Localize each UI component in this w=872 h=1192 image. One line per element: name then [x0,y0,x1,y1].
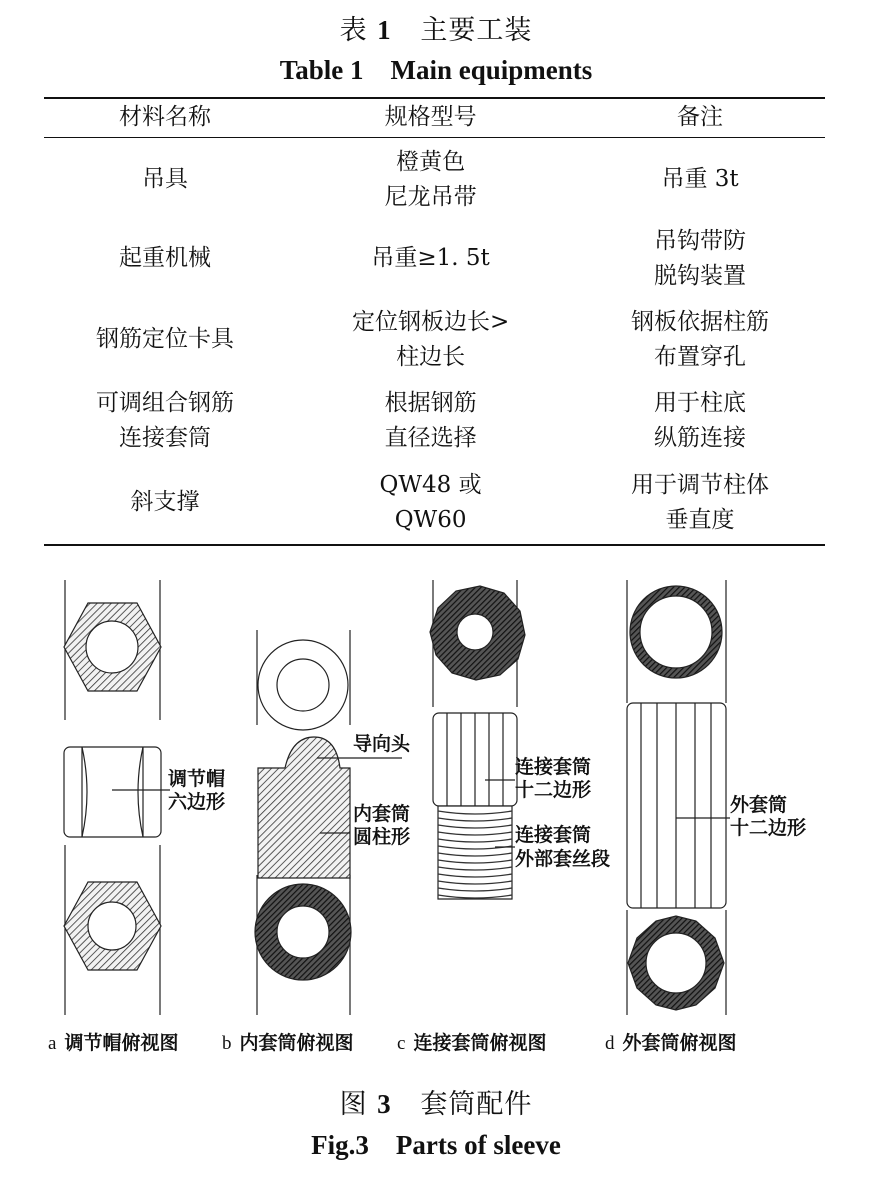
figure-caption-cn [0,1082,872,1121]
thread-segment [438,806,512,899]
cell-line: 吊钩带防 [654,227,747,254]
figure-caption-number: 3 [377,1089,392,1119]
connect-sleeve-drawing [430,580,525,899]
cell-line: 纵筋连接 [654,424,747,451]
label-outer-sleeve-2: 十二边形 [730,817,807,839]
cell-line: 尼龙吊带 [384,183,477,210]
subcaption-c-letter: c [397,1033,406,1054]
cell-remarks [575,137,825,218]
table-row [44,461,825,545]
label-adjust-cap-2: 六边形 [168,791,226,813]
header-remarks: 备注 [677,104,724,131]
label-guide-head: 导向头 [353,733,411,755]
cell-line: 钢筋定位卡具 [96,326,235,352]
cell-spec-model [286,461,575,545]
table-caption-title: 主要工装 [420,15,533,46]
header-spec-model: 规格型号 [384,104,477,131]
cell-line: 吊重 3t [661,166,739,193]
label-adjust-cap-1: 调节帽 [168,768,226,790]
label-inner-sleeve-1: 内套筒 [353,803,411,825]
cell-line: 连接套筒 [119,424,212,451]
label-connect-thread-2: 外部套丝段 [515,848,611,870]
cell-material-name [44,299,286,380]
cell-material-name [44,137,286,218]
figure-caption-en: Fig.3 Parts of sleeve [311,1130,561,1160]
subcaption-d-text: 外套筒俯视图 [622,1032,737,1054]
subcaption-a-letter: a [48,1033,57,1054]
sleeve-parts-figure [40,575,840,1045]
table-caption-prefix: 表 [339,15,368,46]
cell-remarks [575,299,825,380]
table-row [44,218,825,299]
label-connect-sleeve-2: 十二边形 [515,779,592,801]
label-outer-sleeve-1: 外套筒 [730,794,788,816]
table-header-row [44,98,825,137]
cell-line: 柱边长 [396,343,466,370]
cell-remarks [575,380,825,461]
outer-sleeve-drawing [627,580,730,1015]
cell-line: 钢板依据柱筋 [631,308,770,335]
table-caption-cn [0,8,872,47]
cell-line: 橙黄色 [396,148,466,175]
subcaption-d-letter: d [605,1033,615,1054]
cell-line: 吊重≥1. 5t [371,245,490,271]
cell-line: 脱钩装置 [654,262,747,289]
cell-line: 斜支撑 [130,489,200,515]
table-row [44,380,825,461]
cell-line: 定位钢板边长> [351,308,510,335]
subcaption-b [222,1028,354,1055]
table-row [44,299,825,380]
cell-material-name [44,218,286,299]
cell-line: QW60 [394,506,467,533]
header-material-name: 材料名称 [119,104,212,131]
label-connect-thread-1: 连接套筒 [515,824,592,846]
cell-spec-model [286,380,575,461]
cell-line: 用于柱底 [654,389,747,416]
table-row [44,137,825,218]
label-inner-sleeve-2: 圆柱形 [353,826,411,848]
cell-line: 布置穿孔 [654,343,747,370]
table-caption-en: Table 1 Main equipments [279,55,593,85]
cell-material-name [44,380,286,461]
subcaption-c-text: 连接套筒俯视图 [413,1032,547,1054]
cell-line: 可调组合钢筋 [96,389,235,416]
figure-caption-prefix: 图 [339,1089,368,1120]
cell-remarks [575,461,825,545]
subcaption-d [605,1028,737,1055]
table-caption-number: 1 [377,15,392,45]
adjust-cap-drawing [64,580,170,1015]
subcaption-b-text: 内套筒俯视图 [239,1032,354,1054]
cell-line: 用于调节柱体 [631,471,770,498]
cell-spec-model [286,137,575,218]
cell-line: 直径选择 [384,424,477,451]
subcaption-a-text: 调节帽俯视图 [64,1032,179,1054]
cell-spec-model [286,299,575,380]
cell-spec-model [286,218,575,299]
cell-material-name [44,461,286,545]
figure-caption-title: 套筒配件 [420,1089,533,1120]
cell-line: 根据钢筋 [384,389,477,416]
subcaption-a [48,1028,178,1055]
subcaption-c [397,1028,546,1055]
label-connect-sleeve-1: 连接套筒 [515,756,592,778]
equipment-table [44,97,825,546]
cell-line: QW48 或 [379,471,482,498]
cell-line: 起重机械 [119,245,212,271]
cell-line: 吊具 [142,166,189,193]
subcaption-b-letter: b [222,1033,232,1054]
cell-remarks [575,218,825,299]
cell-line: 垂直度 [665,506,735,533]
